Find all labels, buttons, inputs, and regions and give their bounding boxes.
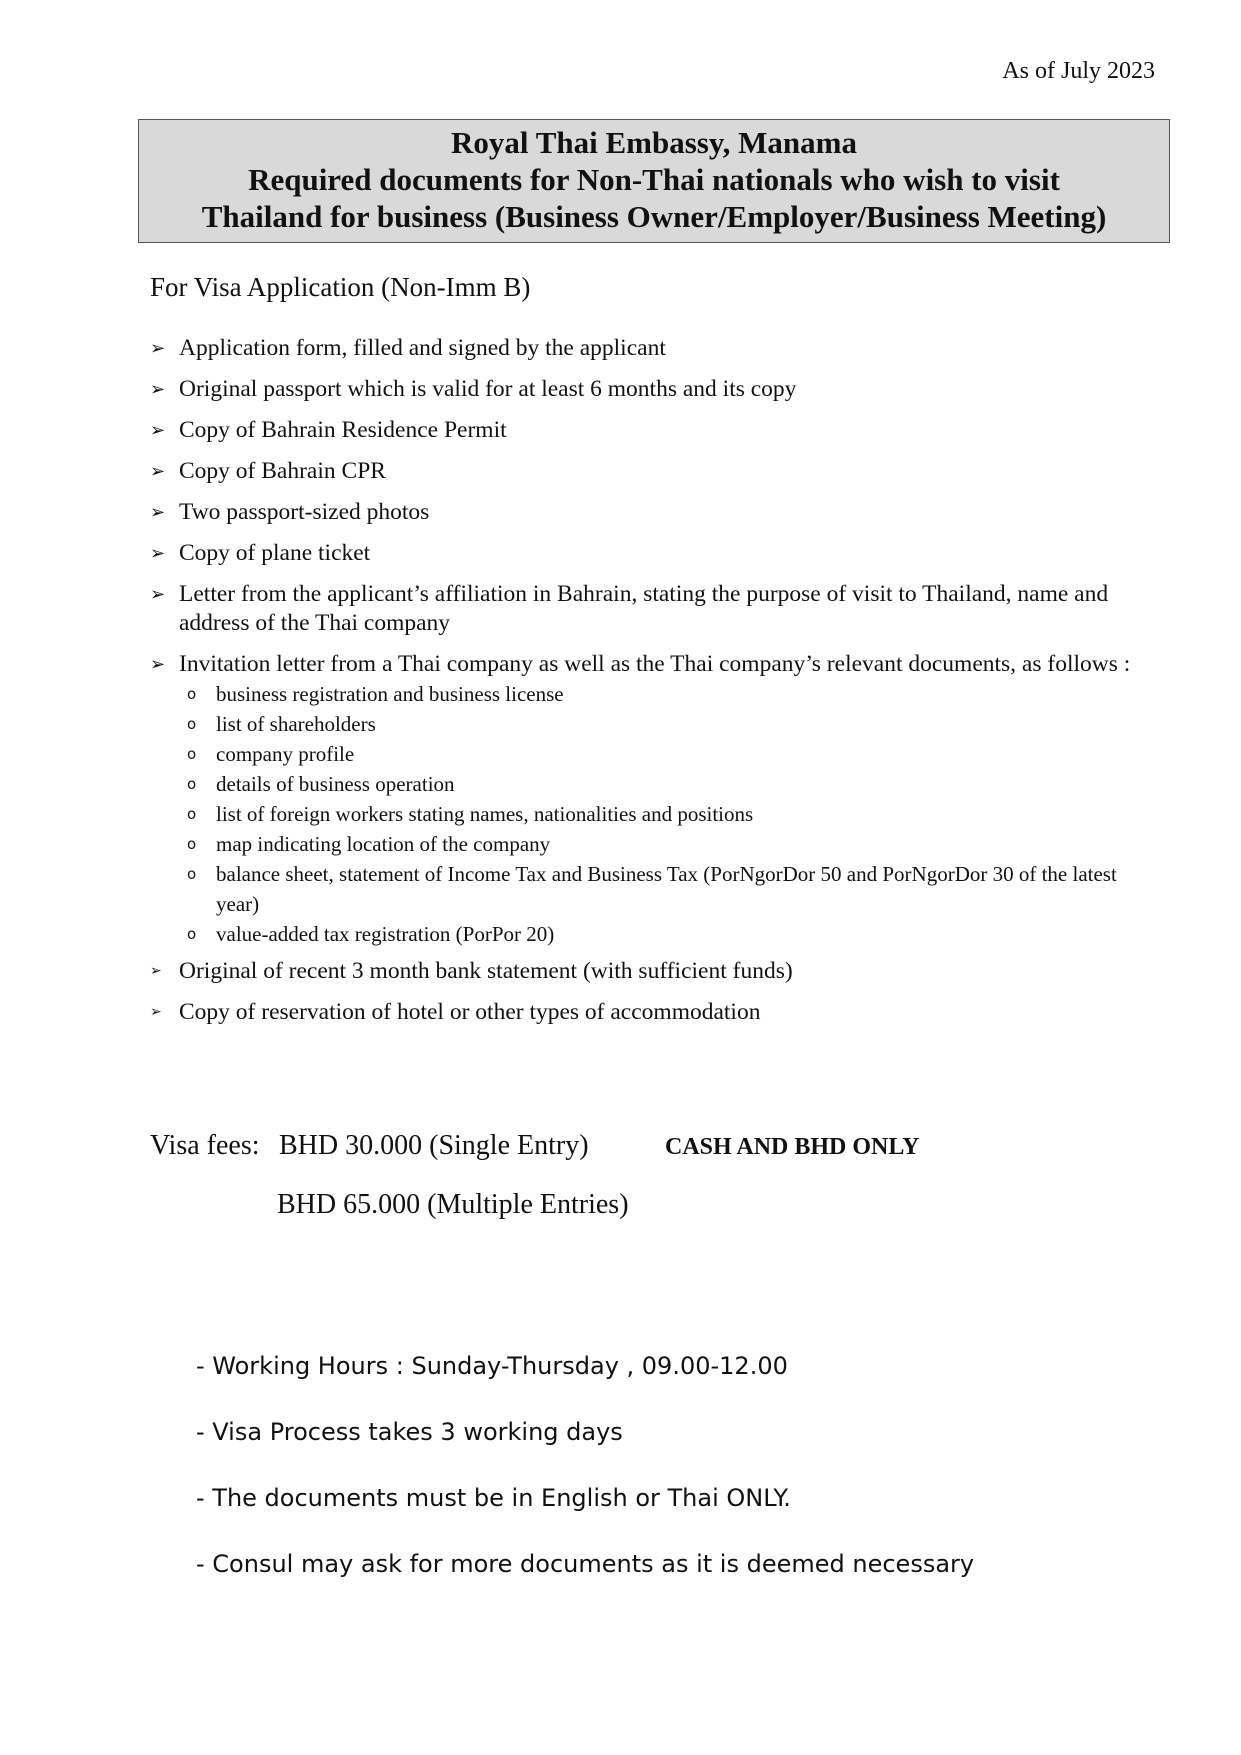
visa-fees-label: Visa fees: — [150, 1130, 260, 1161]
sub-list-item-text: business registration and business license — [216, 682, 564, 706]
hollow-circle-bullet-icon: o — [187, 775, 197, 793]
sub-list-item-text: list of foreign workers stating names, nationalities and positions — [216, 802, 754, 826]
thai-company-documents-list — [179, 679, 1150, 949]
requirements-list — [150, 334, 1150, 1039]
list-item — [150, 998, 1150, 1027]
arrowhead-bullet-icon: ➢ — [150, 420, 166, 441]
sub-list-item-text: list of shareholders — [216, 712, 376, 736]
section-heading: For Visa Application (Non-Imm B) — [150, 272, 531, 302]
list-item-text: Application form, filled and signed by the applicant — [179, 335, 666, 361]
embassy-name: Royal Thai Embassy, Manama — [451, 125, 857, 160]
title-line-3: Thailand for business (Business Owner/Employer/Business Meeting) — [201, 199, 1107, 234]
list-item — [150, 498, 1150, 527]
sub-list-item-text: map indicating location of the company — [216, 832, 551, 856]
list-item — [150, 539, 1150, 568]
arrowhead-bullet-icon: ➢ — [150, 654, 166, 675]
title-line-2: Required documents for Non-Thai nationals who wish to visit — [248, 162, 1060, 197]
arrowhead-bullet-icon: ➢ — [150, 963, 162, 979]
list-item-text: Original passport which is valid for at least 6 months and its copy — [179, 376, 797, 402]
arrowhead-bullet-icon: ➢ — [150, 1004, 162, 1020]
note-document-language: - The documents must be in English or Thai ONLY. — [196, 1484, 791, 1512]
single-entry-fee: BHD 30.000 (Single Entry) — [279, 1130, 589, 1161]
multiple-entry-fee: BHD 65.000 (Multiple Entries) — [277, 1189, 629, 1220]
arrowhead-bullet-icon: ➢ — [150, 461, 166, 482]
sub-list-item-text: company profile — [216, 742, 355, 766]
list-item-text: Copy of Bahrain CPR — [179, 458, 386, 484]
sub-list-item — [179, 799, 1150, 829]
list-item-text: Original of recent 3 month bank statement (with sufficient funds) — [179, 958, 793, 984]
note-additional-documents: - Consul may ask for more documents as it is deemed necessary — [196, 1550, 975, 1578]
sub-list-item — [179, 679, 1150, 709]
list-item-text: Copy of Bahrain Residence Permit — [179, 417, 507, 443]
sub-list-item — [179, 859, 1150, 919]
list-item — [150, 375, 1150, 404]
list-item — [150, 416, 1150, 445]
list-item-text: Two passport-sized photos — [179, 499, 430, 525]
hollow-circle-bullet-icon: o — [187, 685, 197, 703]
payment-note: CASH AND BHD ONLY — [665, 1134, 920, 1160]
list-item — [150, 457, 1150, 486]
list-item — [150, 650, 1150, 949]
sub-list-item — [179, 829, 1150, 859]
sub-list-item — [179, 709, 1150, 739]
list-item — [150, 957, 1150, 986]
note-working-hours: - Working Hours : Sunday-Thursday , 09.00-12.00 — [196, 1352, 788, 1380]
hollow-circle-bullet-icon: o — [187, 715, 197, 733]
arrowhead-bullet-icon: ➢ — [150, 379, 166, 400]
list-item — [150, 334, 1150, 363]
arrowhead-bullet-icon: ➢ — [150, 338, 166, 359]
list-item-text: Invitation letter from a Thai company as well as the Thai company’s relevant documents, as follows : — [179, 651, 1131, 677]
sub-list-item-text: details of business operation — [216, 772, 455, 796]
list-item-text: Copy of reservation of hotel or other types of accommodation — [179, 999, 761, 1025]
arrowhead-bullet-icon: ➢ — [150, 584, 166, 605]
sub-list-item-text: balance sheet, statement of Income Tax and Business Tax (PorNgorDor 50 and PorNgorDor 30 of the latest year) — [216, 862, 1117, 916]
arrowhead-bullet-icon: ➢ — [150, 502, 166, 523]
sub-list-item — [179, 739, 1150, 769]
note-processing-time: - Visa Process takes 3 working days — [196, 1418, 623, 1446]
sub-list-item-text: value-added tax registration (PorPor 20) — [216, 922, 555, 946]
hollow-circle-bullet-icon: o — [187, 835, 197, 853]
title-box — [138, 119, 1170, 243]
list-item-text: Copy of plane ticket — [179, 540, 371, 566]
hollow-circle-bullet-icon: o — [187, 925, 197, 943]
sub-list-item — [179, 769, 1150, 799]
list-item-text: Letter from the applicant’s affiliation in Bahrain, stating the purpose of visit to Thailand, name and address of the Thai company — [179, 581, 1109, 636]
arrowhead-bullet-icon: ➢ — [150, 543, 166, 564]
notes-list — [196, 1350, 974, 1614]
document-date: As of July 2023 — [1002, 58, 1155, 84]
hollow-circle-bullet-icon: o — [187, 805, 197, 823]
hollow-circle-bullet-icon: o — [187, 865, 197, 883]
hollow-circle-bullet-icon: o — [187, 745, 197, 763]
list-item — [150, 580, 1150, 638]
sub-list-item — [179, 919, 1150, 949]
